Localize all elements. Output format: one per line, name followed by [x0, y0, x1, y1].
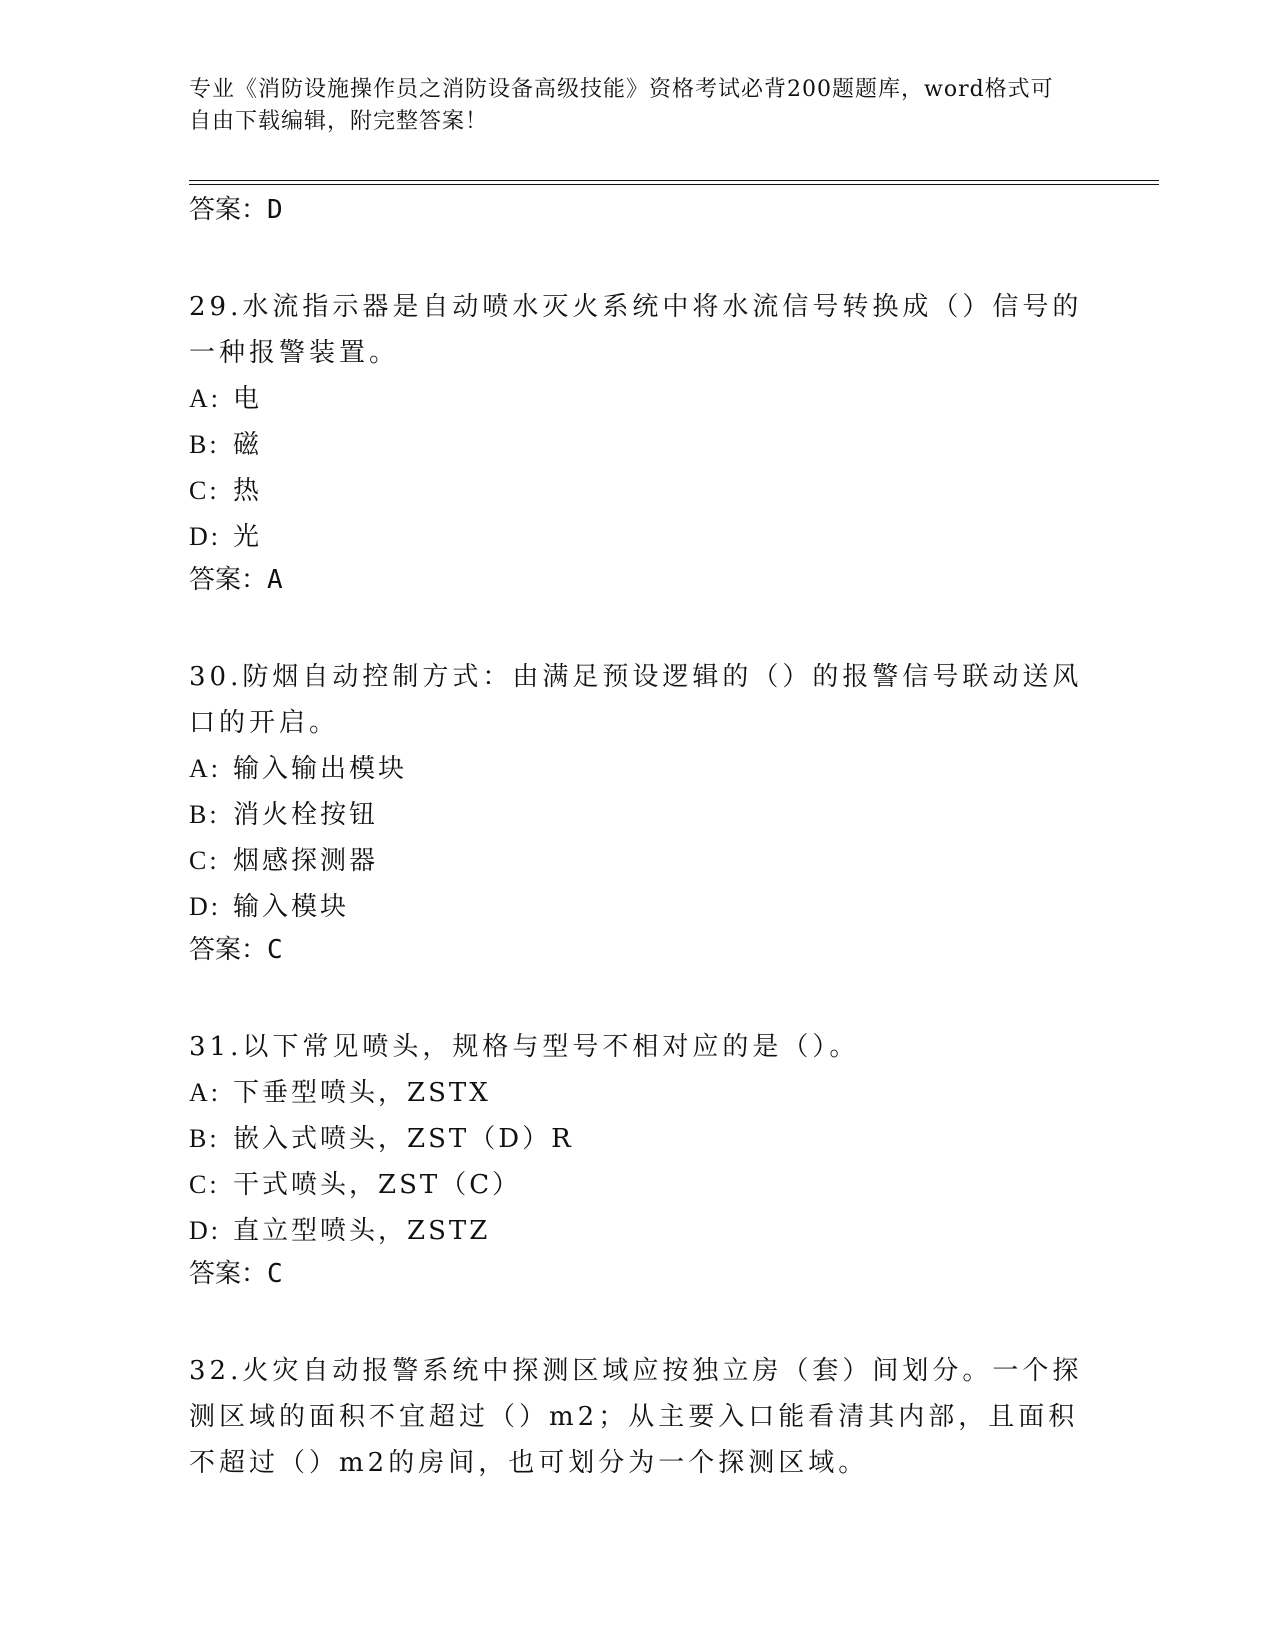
option-c	[189, 1162, 1089, 1208]
option-label: B:	[189, 1124, 220, 1153]
option-b	[189, 1116, 1089, 1162]
header-text: 专业《消防设施操作员之消防设备高级技能》资格考试必背200题题库，word格式可自由下载编辑，附完整答案！	[189, 77, 1054, 134]
option-b	[189, 792, 1089, 838]
option-a	[189, 1070, 1089, 1116]
option-d	[189, 514, 1089, 560]
question-29	[189, 284, 1089, 600]
option-text: 输入模块	[233, 892, 350, 922]
question-stem: 32.火灾自动报警系统中探测区域应按独立房（套）间划分。一个探测区域的面积不宜超过（）m2；从主要入口能看清其内部，且面积不超过（）m2的房间，也可划分为一个探测区域。	[189, 1356, 1083, 1478]
option-text: 热	[233, 476, 263, 506]
option-text: 磁	[233, 430, 263, 460]
header-rule-bottom	[189, 184, 1159, 185]
option-text: 消火栓按钮	[233, 800, 379, 830]
option-text: 电	[233, 384, 263, 414]
option-a	[189, 746, 1089, 792]
answer-line	[189, 930, 1089, 970]
option-text: 嵌入式喷头，ZST（D）R	[233, 1124, 574, 1154]
answer-value: D	[267, 195, 283, 225]
option-text: 直立型喷头，ZSTZ	[233, 1216, 491, 1246]
option-d	[189, 1208, 1089, 1254]
answer-value: C	[267, 935, 283, 965]
option-b	[189, 422, 1089, 468]
answer-line	[189, 190, 1089, 230]
answer-value: C	[267, 1259, 283, 1289]
answer-line	[189, 1254, 1089, 1294]
option-text: 干式喷头，ZST（C）	[233, 1170, 522, 1200]
answer-label: 答案：	[189, 565, 268, 595]
option-label: D:	[189, 522, 221, 551]
question-32	[189, 1348, 1089, 1486]
answer-label: 答案：	[189, 1259, 268, 1289]
question-stem: 30.防烟自动控制方式：由满足预设逻辑的（）的报警信号联动送风口的开启。	[189, 662, 1083, 738]
header-rule-top	[189, 180, 1159, 181]
question-stem: 29.水流指示器是自动喷水灭火系统中将水流信号转换成（）信号的一种报警装置。	[189, 292, 1083, 368]
option-a	[189, 376, 1089, 422]
question-31	[189, 1024, 1089, 1294]
option-label: C:	[189, 476, 220, 505]
option-d	[189, 884, 1089, 930]
question-stem: 31.以下常见喷头，规格与型号不相对应的是（）。	[189, 1032, 860, 1062]
answer-label: 答案：	[189, 195, 268, 225]
question-30	[189, 654, 1089, 970]
option-label: D:	[189, 1216, 221, 1245]
option-label: D:	[189, 892, 221, 921]
answer-line	[189, 560, 1089, 600]
option-label: A:	[189, 384, 221, 413]
option-label: C:	[189, 846, 220, 875]
option-c	[189, 468, 1089, 514]
option-label: C:	[189, 1170, 220, 1199]
option-text: 输入输出模块	[233, 754, 408, 784]
document-header	[189, 74, 1069, 138]
option-label: A:	[189, 1078, 221, 1107]
option-label: B:	[189, 430, 220, 459]
option-label: A:	[189, 754, 221, 783]
option-text: 烟感探测器	[233, 846, 379, 876]
answer-value: A	[267, 565, 283, 595]
answer-label: 答案：	[189, 935, 268, 965]
option-text: 下垂型喷头，ZSTX	[233, 1078, 491, 1108]
option-label: B:	[189, 800, 220, 829]
option-text: 光	[233, 522, 263, 552]
option-c	[189, 838, 1089, 884]
document-body	[189, 190, 1089, 1486]
